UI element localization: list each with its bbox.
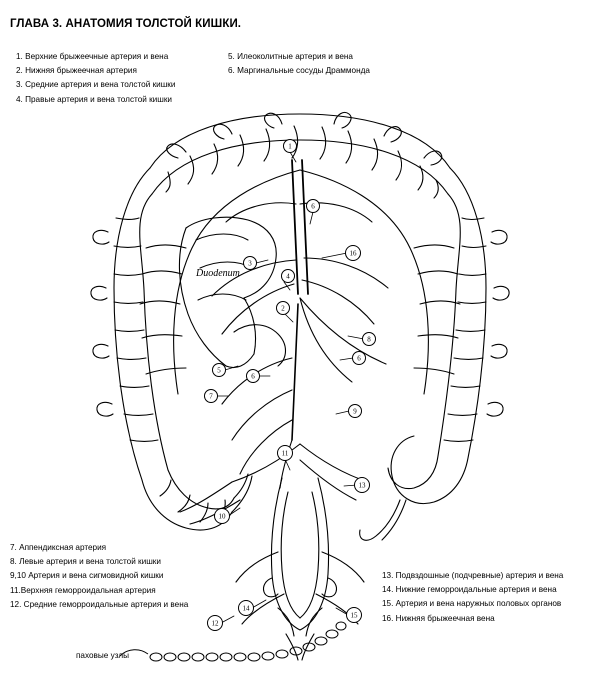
inguinal-nodes-caption: паховые узлы (76, 651, 130, 660)
callout-2 (277, 302, 290, 315)
legend-item: 4. Правые артерия и вена толстой кишки (16, 94, 172, 104)
legend-item: 13. Подвздошные (подчревные) артерия и вена (382, 571, 564, 580)
legend-top-right (228, 50, 370, 78)
page-title: ГЛАВА 3. АНАТОМИЯ ТОЛСТОЙ КИШКИ. (10, 18, 242, 30)
callout-number: 11 (281, 449, 289, 458)
duodenum-label: Duodenum (196, 268, 240, 279)
legend-item: 2. Нижняя брыжеечная артерия (16, 66, 137, 76)
callout-14 (239, 601, 254, 616)
legend-item: 15. Артерия и вена наружных половых органов (382, 599, 562, 609)
callout-number: 6 (251, 372, 255, 381)
callout-4 (282, 270, 295, 283)
callout-11 (278, 446, 293, 461)
callout-number: 14 (242, 604, 250, 613)
legend-item: 11.Верхняя геморроидальная артерия (10, 585, 156, 595)
callout-number: 13 (358, 481, 366, 490)
callout-7 (205, 390, 218, 403)
legend-item: 14. Нижние геморроидальные артерия и вена (382, 585, 557, 595)
legend-top-left (16, 50, 175, 107)
callout-number: 15 (350, 611, 358, 620)
callout-6 (247, 370, 260, 383)
colon-anatomy-illustration (0, 108, 600, 668)
callout-number: 12 (211, 619, 219, 628)
callout-group (205, 140, 376, 631)
callout-number: 5 (217, 366, 221, 375)
callout-number: 7 (209, 392, 213, 401)
legend-item: 12. Средние геморроидальные артерия и вена (10, 599, 189, 609)
callout-9 (349, 405, 362, 418)
callout-6 (307, 200, 320, 213)
callout-number: 9 (353, 407, 357, 416)
callout-number: 1 (288, 142, 292, 151)
callout-number: 10 (218, 512, 226, 521)
callout-10 (215, 509, 230, 524)
callout-5 (213, 364, 226, 377)
callout-1 (284, 140, 297, 153)
callout-16 (346, 246, 361, 261)
callout-13 (355, 478, 370, 493)
callout-number: 8 (367, 335, 371, 344)
legend-item: 5. Илеоколитные артерия и вена (228, 52, 353, 61)
callout-number: 16 (349, 249, 357, 258)
callout-6 (353, 352, 366, 365)
legend-item: 16. Нижняя брыжеечная вена (382, 613, 495, 623)
callout-8 (363, 333, 376, 346)
callout-15 (347, 608, 362, 623)
legend-item: 7. Аппендиксная артерия (10, 543, 107, 552)
callout-number: 3 (248, 259, 252, 268)
legend-item: 6. Маргинальные сосуды Драммонда (228, 66, 370, 76)
legend-item: 9,10 Артерия и вена сигмовидной кишки (10, 571, 164, 581)
callout-number: 6 (311, 202, 315, 211)
callout-number: 2 (281, 304, 285, 313)
callout-number: 6 (357, 354, 361, 363)
legend-item: 8. Левые артерия и вена толстой кишки (10, 557, 161, 567)
legend-item: 1. Верхние брыжеечные артерия и вена (16, 52, 169, 61)
callout-number: 4 (286, 272, 290, 281)
callout-12 (208, 616, 223, 631)
callout-3 (244, 257, 257, 270)
legend-item: 3. Средние артерия и вена толстой кишки (16, 80, 176, 90)
